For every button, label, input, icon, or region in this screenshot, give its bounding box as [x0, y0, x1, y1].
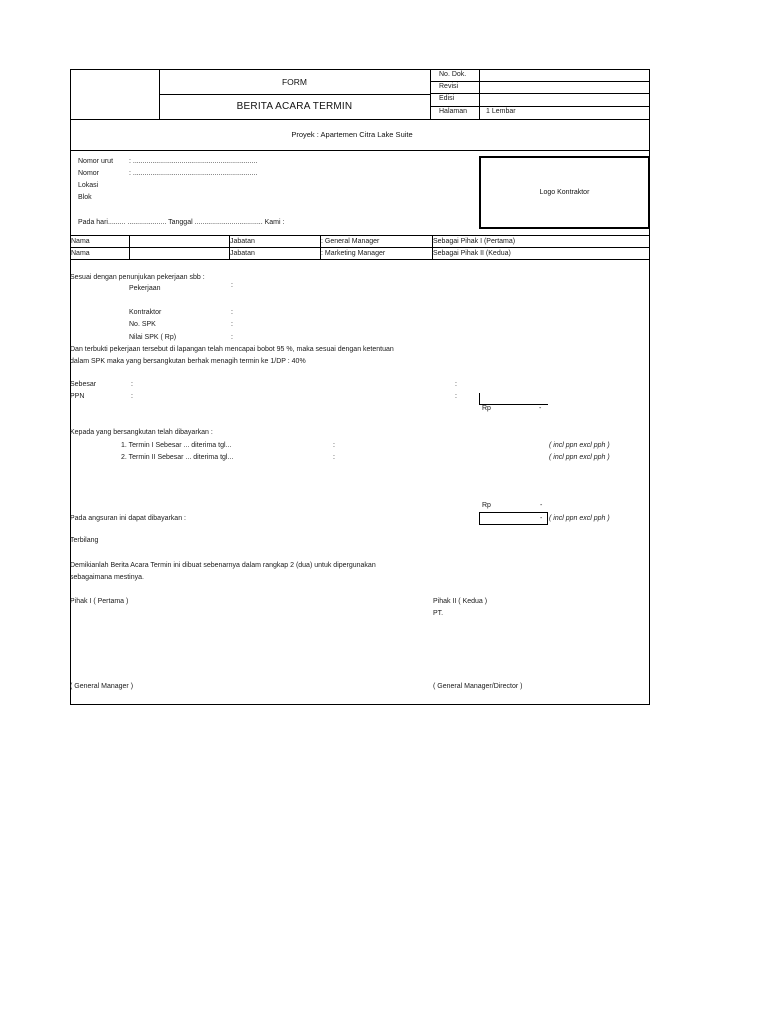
amount-value: - — [539, 405, 542, 412]
divider — [479, 393, 480, 404]
lokasi-label: Lokasi — [78, 182, 99, 189]
party2-position-value: : Marketing Manager — [321, 250, 386, 257]
paid-item: 2. Termin II Sebesar ... diterima tgl... — [121, 454, 234, 461]
paid-item: 1. Termin I Sebesar ... diterima tgl... — [121, 442, 232, 449]
divider — [479, 69, 480, 119]
tax-note: ( incl ppn excl pph ) — [549, 454, 610, 461]
blok-label: Blok — [78, 194, 92, 201]
field-separator: : — [455, 393, 457, 400]
installment-currency: Rp — [482, 502, 491, 509]
nomor-value: : ................................................................ — [129, 170, 258, 177]
document-title: BERITA ACARA TERMIN — [236, 101, 353, 112]
divider — [430, 81, 650, 82]
party1-position-value: : General Manager — [321, 238, 380, 245]
party2-signature-title: Pihak II ( Kedua ) — [433, 598, 488, 605]
meta-label-revision: Revisi — [439, 83, 459, 90]
field-separator: : — [131, 381, 133, 388]
divider — [70, 235, 650, 236]
logo-placeholder-box — [479, 156, 650, 229]
party1-position-label: Jabatan — [230, 238, 255, 245]
party1-name-label: Nama — [71, 238, 90, 245]
form-label: FORM — [281, 76, 308, 87]
divider — [129, 235, 130, 259]
work-statement-line: dalam SPK maka yang bersangkutan berhak menagih termin ke 1/DP : 40% — [70, 358, 306, 365]
work-statement-line: Dan terbukti pekerjaan tersebut di lapangan telah mencapai bobot 95 %, maka sesuai dengan ketentuan — [70, 346, 394, 353]
nomor-label: Nomor — [78, 170, 100, 177]
work-field-label: No. SPK — [129, 321, 156, 328]
paid-intro: Kepada yang bersangkutan telah dibayarkan : — [70, 429, 213, 436]
field-separator: : — [231, 334, 233, 341]
work-field-label: Kontraktor — [129, 309, 162, 316]
field-separator: : — [131, 393, 133, 400]
party2-position-label: Jabatan — [230, 250, 255, 257]
tax-note: ( incl ppn excl pph ) — [549, 442, 610, 449]
divider — [430, 93, 650, 94]
installment-label: Pada angsuran ini dapat dibayarkan : — [70, 515, 186, 522]
field-separator: : — [231, 321, 233, 328]
party2-company: PT. — [433, 610, 444, 617]
meta-label-edition: Edisi — [439, 95, 455, 102]
party1-role: Sebagai Pihak I (Pertama) — [433, 238, 516, 245]
divider — [430, 69, 431, 119]
closing-line: sebagaimana mestinya. — [70, 574, 144, 581]
installment-value: - — [540, 515, 543, 522]
ppn-label: PPN — [70, 393, 85, 400]
amount-currency: Rp — [482, 405, 491, 412]
field-separator: : — [333, 454, 335, 461]
meta-value-page: 1 Lembar — [486, 108, 516, 115]
party2-name-label: Nama — [71, 250, 90, 257]
party1-signature-title: Pihak I ( Pertama ) — [70, 598, 129, 605]
party2-signature-name: ( General Manager/Director ) — [433, 683, 523, 690]
field-separator: : — [231, 309, 233, 316]
field-separator: : — [231, 282, 233, 289]
field-separator: : — [333, 442, 335, 449]
project-line: Proyek : Apartemen Citra Lake Suite — [291, 130, 413, 139]
meta-label-page: Halaman — [439, 108, 468, 115]
nomor-urut-label: Nomor urut — [78, 158, 114, 165]
divider — [70, 247, 650, 248]
meta-label-doc-number: No. Dok. — [439, 71, 467, 78]
party1-signature-name: ( General Manager ) — [70, 683, 134, 690]
divider — [70, 150, 650, 151]
tax-note: ( incl ppn excl pph ) — [549, 515, 610, 522]
closing-line: Demikianlah Berita Acara Termin ini dibuat sebenarnya dalam rangkap 2 (dua) untuk dipergunakan — [70, 562, 376, 569]
party2-role: Sebagai Pihak II (Kedua) — [433, 250, 511, 257]
work-field-label: Pekerjaan — [129, 285, 161, 292]
work-intro: Sesuai dengan penunjukan pekerjaan sbb : — [70, 274, 205, 281]
nomor-urut-value: : ................................................................ — [129, 158, 258, 165]
terbilang-label: Terbilang — [70, 537, 99, 544]
sebesar-label: Sebesar — [70, 381, 97, 388]
date-line: Pada hari......... .................... Tanggal ................................... Kami : — [78, 219, 285, 226]
work-field-label: Nilai SPK ( Rp) — [129, 334, 177, 341]
field-separator: : — [455, 381, 457, 388]
installment-value-box — [479, 512, 548, 525]
installment-currency-value: - — [540, 502, 543, 509]
divider — [70, 259, 650, 260]
logo-placeholder-label: Logo Kontraktor — [539, 189, 590, 196]
